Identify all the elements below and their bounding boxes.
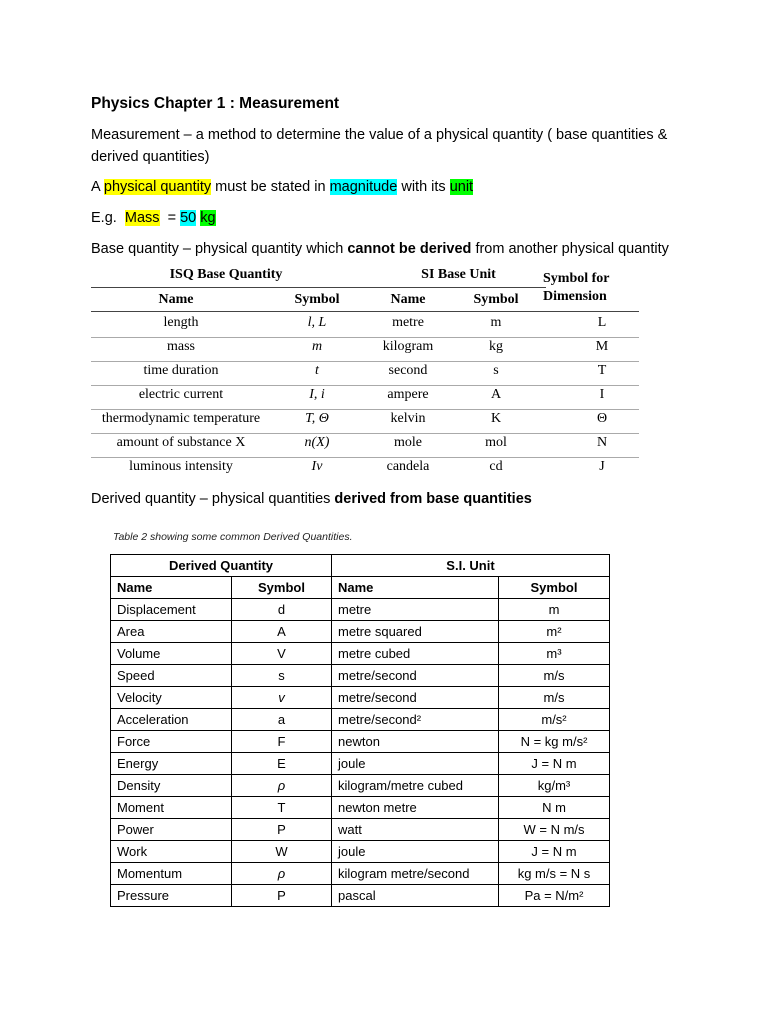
quantity-symbol: P	[232, 885, 332, 907]
isq-dimension-symbol: T	[597, 363, 607, 378]
isq-unit-name: candela	[386, 459, 430, 474]
unit-symbol: m/s	[499, 665, 610, 687]
isq-dimension-symbol: Θ	[596, 411, 608, 426]
base-post: from another physical quantity	[471, 241, 669, 257]
quantity-name: Velocity	[111, 687, 232, 709]
unit-symbol: J = N m	[499, 753, 610, 775]
derived-quantity-definition	[91, 489, 532, 509]
isq-unit-symbol: m	[490, 315, 502, 330]
unit-name: metre/second	[332, 687, 499, 709]
unit-symbol: m	[499, 599, 610, 621]
isq-unit-symbol: kg	[489, 339, 503, 354]
highlight-unit: unit	[449, 179, 474, 195]
quantity-symbol: ρ	[232, 863, 332, 885]
isq-header-rule	[91, 287, 546, 288]
highlight-magnitude: magnitude	[329, 179, 398, 195]
col-name-header: Name	[111, 577, 232, 599]
isq-unit-symbol: mol	[485, 435, 507, 450]
highlight-mass: Mass	[124, 210, 160, 226]
quantity-symbol: T	[232, 797, 332, 819]
isq-dimension-symbol: J	[599, 459, 605, 474]
unit-symbol: Pa = N/m²	[499, 885, 610, 907]
quantity-name: Momentum	[111, 863, 232, 885]
unit-name: watt	[332, 819, 499, 841]
table-row	[111, 885, 610, 907]
table-row	[111, 753, 610, 775]
highlight-physical-quantity: physical quantity	[103, 179, 212, 195]
eg-eq: =	[159, 210, 181, 226]
unit-name: joule	[332, 753, 499, 775]
isq-quantity-name: time duration	[143, 363, 219, 378]
pq-text-mid: must be stated in	[211, 179, 330, 195]
unit-symbol: N = kg m/s²	[499, 731, 610, 753]
quantity-name: Speed	[111, 665, 232, 687]
unit-name: newton	[332, 731, 499, 753]
unit-name: joule	[332, 841, 499, 863]
isq-row-divider	[91, 385, 639, 386]
table-row	[111, 599, 610, 621]
isq-unit-symbol: K	[490, 411, 502, 426]
isq-unit-name: second	[388, 363, 428, 378]
col-unit-name-header: Name	[332, 577, 499, 599]
quantity-symbol: A	[232, 621, 332, 643]
highlight-kg: kg	[200, 210, 216, 226]
highlight-50: 50	[180, 210, 197, 226]
intro-line-2: derived quantities)	[91, 149, 210, 165]
unit-symbol: kg m/s = N s	[499, 863, 610, 885]
isq-dimension-symbol: L	[597, 315, 607, 330]
quantity-name: Force	[111, 731, 232, 753]
isq-row-divider	[91, 433, 639, 434]
quantity-symbol: W	[232, 841, 332, 863]
unit-name: kilogram metre/second	[332, 863, 499, 885]
quantity-name: Volume	[111, 643, 232, 665]
table-row	[111, 643, 610, 665]
isq-rule-main	[91, 311, 639, 312]
table-row	[111, 819, 610, 841]
unit-symbol: kg/m³	[499, 775, 610, 797]
physical-quantity-statement	[91, 177, 473, 197]
isq-unit-symbol: A	[490, 387, 502, 402]
quantity-symbol: F	[232, 731, 332, 753]
unit-symbol: m/s²	[499, 709, 610, 731]
isq-quantity-symbol: I, i	[309, 387, 325, 402]
quantity-symbol: E	[232, 753, 332, 775]
isq-quantity-name: amount of substance X	[116, 435, 246, 450]
table-row	[111, 797, 610, 819]
quantity-name: Density	[111, 775, 232, 797]
pq-text-a: A	[91, 179, 104, 195]
derived-pre: Derived quantity – physical quantities	[91, 491, 335, 507]
isq-quantity-symbol: n(X)	[304, 435, 330, 450]
isq-quantity-symbol: T, Θ	[305, 411, 329, 426]
quantity-name: Power	[111, 819, 232, 841]
isq-quantity-name: mass	[167, 339, 195, 354]
quantity-name: Area	[111, 621, 232, 643]
quantity-name: Work	[111, 841, 232, 863]
quantity-symbol: d	[232, 599, 332, 621]
isq-unit-symbol: s	[493, 363, 499, 378]
isq-quantity-name: luminous intensity	[129, 459, 233, 474]
col-symbol-header: Symbol	[232, 577, 332, 599]
isq-quantity-symbol: Iv	[311, 459, 323, 474]
quantity-symbol: a	[232, 709, 332, 731]
table-row	[111, 775, 610, 797]
isq-unit-name: mole	[394, 435, 422, 450]
table-caption: Table 2 showing some common Derived Quantities.	[113, 531, 353, 543]
isq-quantity-symbol: m	[311, 339, 323, 354]
quantity-name: Acceleration	[111, 709, 232, 731]
table-row	[111, 687, 610, 709]
table-row	[111, 841, 610, 863]
isq-unit-name: ampere	[387, 387, 429, 402]
unit-symbol: N m	[499, 797, 610, 819]
quantity-symbol: ρ	[232, 775, 332, 797]
dim-header-1: Symbol for	[543, 271, 610, 286]
table-column-header-row	[111, 577, 610, 599]
isq-row-divider	[91, 457, 639, 458]
unit-name: newton metre	[332, 797, 499, 819]
quantity-symbol: V	[232, 643, 332, 665]
col-unit-symbol-header: Symbol	[473, 292, 519, 307]
table-row	[111, 665, 610, 687]
table-row	[111, 709, 610, 731]
quantity-name: Moment	[111, 797, 232, 819]
isq-dimension-symbol: I	[599, 387, 605, 402]
eg-prefix: E.g.	[91, 210, 125, 226]
unit-name: pascal	[332, 885, 499, 907]
quantity-symbol: s	[232, 665, 332, 687]
unit-symbol: m³	[499, 643, 610, 665]
unit-symbol: J = N m	[499, 841, 610, 863]
quantity-name: Displacement	[111, 599, 232, 621]
isq-row-divider	[91, 361, 639, 362]
quantity-symbol: P	[232, 819, 332, 841]
unit-name: metre	[332, 599, 499, 621]
example-line	[91, 208, 216, 228]
isq-quantity-symbol: l, L	[307, 315, 327, 330]
unit-symbol: m²	[499, 621, 610, 643]
base-bold: cannot be derived	[347, 241, 472, 257]
base-pre: Base quantity – physical quantity which	[91, 241, 348, 257]
unit-symbol: W = N m/s	[499, 819, 610, 841]
isq-unit-name: kilogram	[382, 339, 434, 354]
isq-header: ISQ Base Quantity	[169, 267, 283, 282]
page-title: Physics Chapter 1 : Measurement	[91, 95, 340, 112]
isq-unit-symbol: cd	[489, 459, 503, 474]
unit-name: kilogram/metre cubed	[332, 775, 499, 797]
unit-name: metre squared	[332, 621, 499, 643]
table-row	[111, 731, 610, 753]
si-header: SI Base Unit	[421, 267, 496, 282]
isq-dimension-symbol: M	[595, 339, 609, 354]
derived-bold: derived from base quantities	[334, 491, 532, 507]
intro-line-1: Measurement – a method to determine the value of a physical quantity ( base quantities &	[91, 127, 668, 143]
dim-header-2: Dimension	[543, 289, 607, 304]
col-name-header: Name	[158, 292, 194, 307]
pq-text-mid2: with its	[397, 179, 450, 195]
quantity-name: Energy	[111, 753, 232, 775]
col-unit-name-header: Name	[390, 292, 426, 307]
derived-quantity-header: Derived Quantity	[111, 555, 332, 577]
unit-symbol: m/s	[499, 687, 610, 709]
table-group-header-row	[111, 555, 610, 577]
isq-quantity-symbol: t	[315, 363, 319, 378]
table-row	[111, 621, 610, 643]
col-symbol-header: Symbol	[294, 292, 340, 307]
unit-name: metre/second	[332, 665, 499, 687]
derived-quantities-table	[110, 554, 610, 907]
isq-unit-name: metre	[392, 315, 424, 330]
col-unit-symbol-header: Symbol	[499, 577, 610, 599]
isq-row-divider	[91, 337, 639, 338]
isq-quantity-name: thermodynamic temperature	[101, 411, 261, 426]
base-quantity-definition	[91, 239, 669, 259]
unit-name: metre/second²	[332, 709, 499, 731]
isq-row-divider	[91, 409, 639, 410]
isq-unit-name: kelvin	[390, 411, 426, 426]
si-unit-header: S.I. Unit	[332, 555, 610, 577]
table-row	[111, 863, 610, 885]
isq-quantity-name: length	[163, 315, 199, 330]
isq-base-quantity-table	[91, 263, 639, 485]
quantity-symbol: v	[232, 687, 332, 709]
isq-dimension-symbol: N	[596, 435, 608, 450]
quantity-name: Pressure	[111, 885, 232, 907]
unit-name: metre cubed	[332, 643, 499, 665]
isq-quantity-name: electric current	[138, 387, 224, 402]
